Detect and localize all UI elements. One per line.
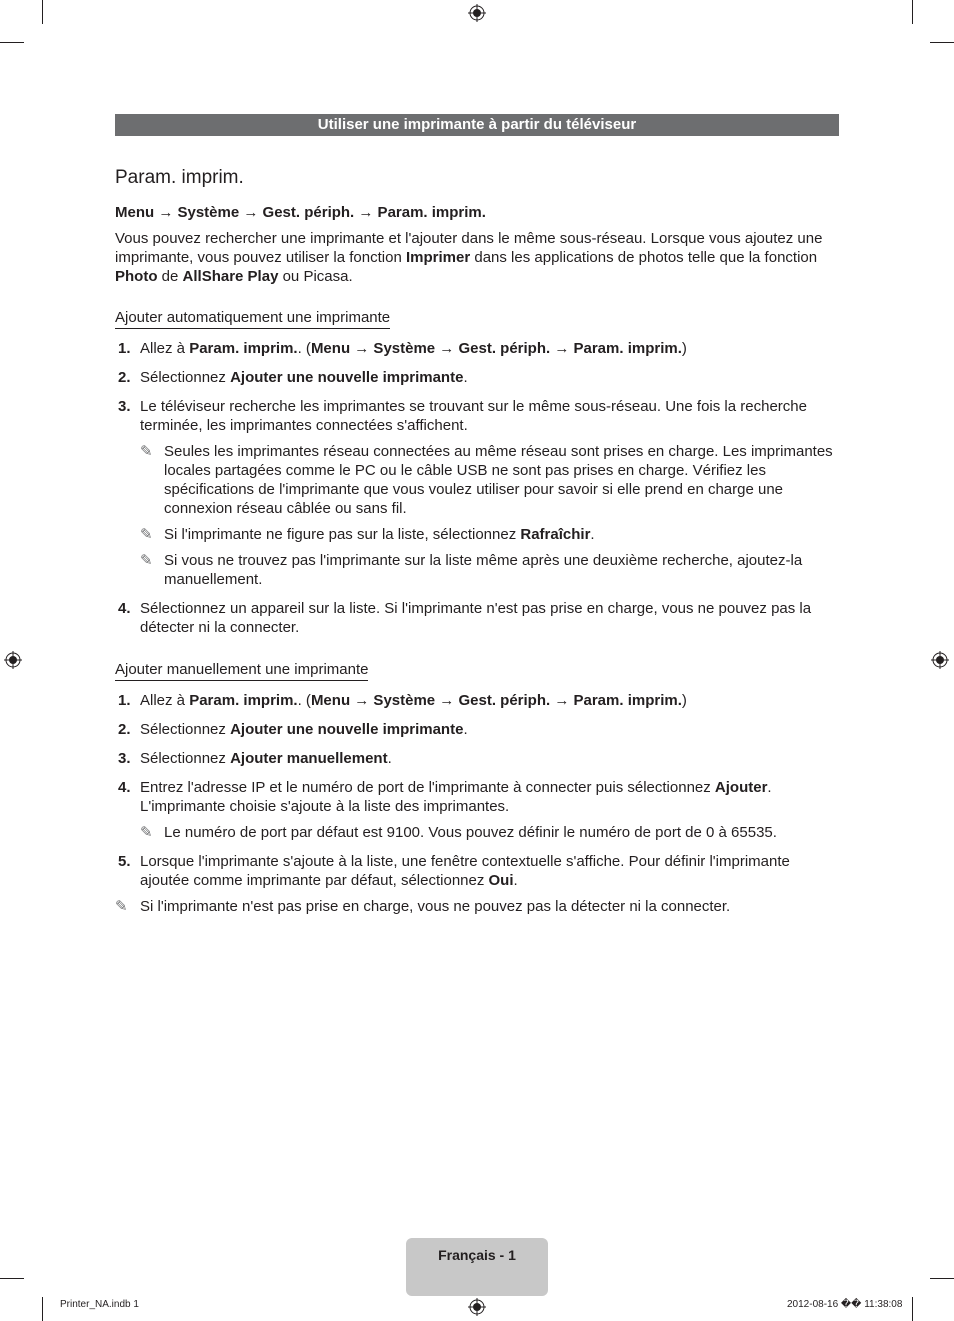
step-text: Allez à Param. imprim.. (Menu → Système → Gest. périph. → Param. imprim.) (140, 692, 687, 709)
page-number: Français - 1 (438, 1247, 516, 1263)
registration-mark-icon (4, 651, 22, 669)
step-number: 4. (118, 779, 131, 796)
nav-path: Menu → Système → Gest. périph. → Param. imprim. (115, 204, 486, 221)
note-text: Le numéro de port par défaut est 9100. Vous pouvez définir le numéro de port de 0 à 65535. (164, 824, 777, 841)
crop-mark (930, 42, 954, 43)
note-pencil-icon: ✎ (115, 898, 128, 915)
crop-mark (912, 0, 913, 24)
step-number: 2. (118, 721, 131, 738)
step-number: 4. (118, 600, 131, 617)
step-text: Le téléviseur recherche les imprimantes se trouvant sur le même sous-réseau. Une fois la recherche terminée, les imprimantes connectées s'affichent. (140, 398, 807, 434)
step-text: Sélectionnez Ajouter une nouvelle imprimante. (140, 369, 468, 386)
note-text: Si l'imprimante n'est pas prise en charge, vous ne pouvez pas la détecter ni la connecter. (140, 898, 731, 915)
step-text: Entrez l'adresse IP et le numéro de port de l'imprimante à connecter puis sélectionnez Ajouter. L'imprimante choisie s'ajoute à la liste des imprimantes. (140, 779, 772, 815)
step-number: 1. (118, 340, 131, 357)
registration-mark-icon (931, 651, 949, 669)
note-text: Si vous ne trouvez pas l'imprimante sur la liste même après une deuxième recherche, ajoutez-la manuellement. (164, 552, 803, 588)
step-number: 2. (118, 369, 131, 386)
page-title: Param. imprim. (115, 167, 244, 188)
subsection-heading-auto: Ajouter automatiquement une imprimante (115, 308, 390, 329)
crop-mark (912, 1297, 913, 1321)
note-pencil-icon: ✎ (140, 824, 153, 841)
step-text: Sélectionnez Ajouter manuellement. (140, 750, 392, 767)
note-pencil-icon: ✎ (140, 526, 153, 543)
step-text: Sélectionnez Ajouter une nouvelle imprimante. (140, 721, 468, 738)
note-text: Seules les imprimantes réseau connectées au même réseau sont prises en charge. Les imprimantes locales partagées comme le PC ou le câble USB ne sont pas prises en charge. Vérifiez les spécifications de l'imprimante que vous voulez utiliser pour savoir si elle prend en charge une connexion réseau câblée ou sans fil. (164, 443, 833, 517)
crop-mark (930, 1278, 954, 1279)
crop-mark (42, 1297, 43, 1321)
step-number: 1. (118, 692, 131, 709)
step-text: Sélectionnez un appareil sur la liste. Si l'imprimante n'est pas prise en charge, vous ne pouvez pas la détecter ni la connecter. (140, 600, 812, 636)
crop-mark (42, 0, 43, 24)
step-number: 3. (118, 750, 131, 767)
subsection-heading-manual: Ajouter manuellement une imprimante (115, 660, 368, 681)
step-number: 3. (118, 398, 131, 415)
print-slug-left: Printer_NA.indb 1 (60, 1299, 139, 1310)
note-pencil-icon: ✎ (140, 443, 153, 460)
registration-mark-icon (468, 4, 486, 22)
print-slug-right: 2012-08-16 �� 11:38:08 (787, 1299, 903, 1310)
page-number-tab (406, 1238, 548, 1296)
intro-paragraph: Vous pouvez rechercher une imprimante et l'ajouter dans le même sous-réseau. Lorsque vous ajoutez une imprimante, vous pouvez utiliser la fonction Imprimer dans les applications de photos telle que la fonction Photo de AllShare Play ou Picasa. (115, 230, 823, 285)
crop-mark (0, 42, 24, 43)
step-text: Lorsque l'imprimante s'ajoute à la liste, une fenêtre contextuelle s'affiche. Pour définir l'imprimante ajoutée comme imprimante par défaut, sélectionnez Oui. (140, 853, 790, 889)
crop-mark (0, 1278, 24, 1279)
step-number: 5. (118, 853, 131, 870)
registration-mark-icon (468, 1298, 486, 1316)
note-text: Si l'imprimante ne figure pas sur la liste, sélectionnez Rafraîchir. (164, 526, 595, 543)
section-header-bar: Utiliser une imprimante à partir du téléviseur (115, 114, 839, 136)
step-text: Allez à Param. imprim.. (Menu → Système → Gest. périph. → Param. imprim.) (140, 340, 687, 357)
note-pencil-icon: ✎ (140, 552, 153, 569)
